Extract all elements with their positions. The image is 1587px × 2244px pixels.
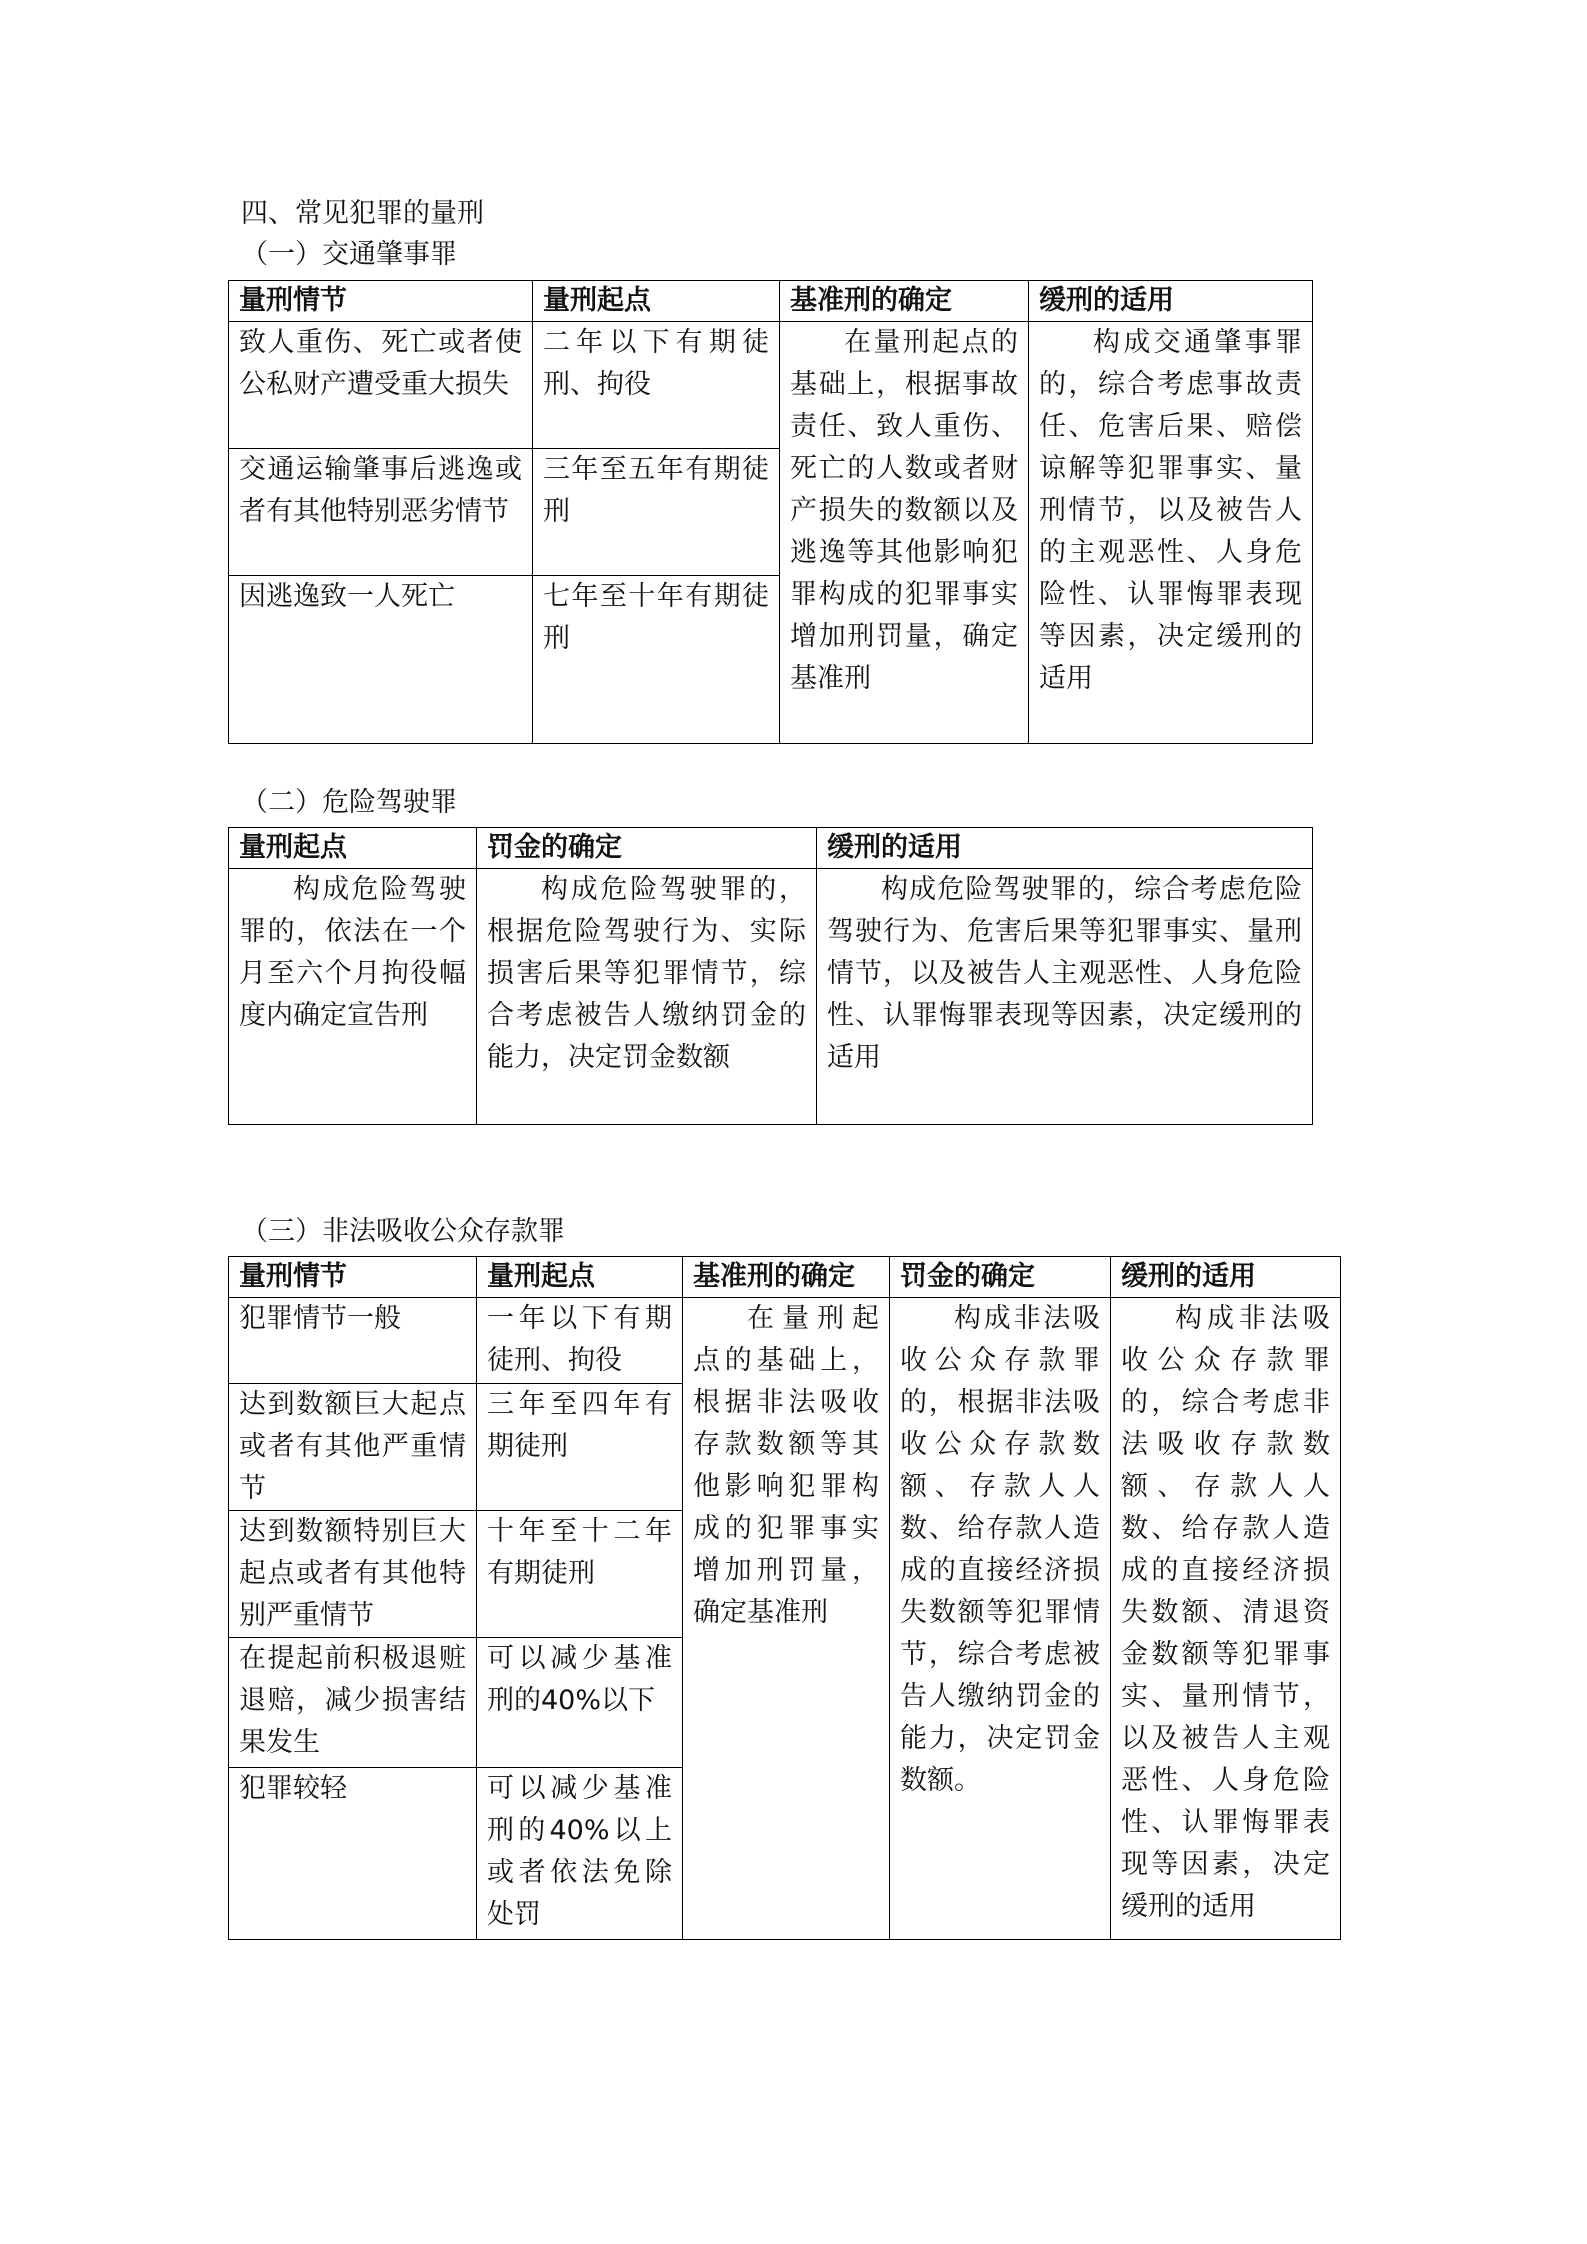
column-header: 罚金的确定: [890, 1257, 1111, 1298]
column-header: 缓刑的适用: [817, 828, 1313, 869]
starting-point-cell: 二年以下有期徒刑、拘役: [533, 322, 780, 449]
table-row: [229, 322, 1313, 449]
section-title-traffic-accident: （一）交通肇事罪: [241, 239, 457, 270]
starting-point-cell: 三年至五年有期徒刑: [533, 449, 780, 576]
column-header: 量刑情节: [229, 281, 533, 322]
page-title: 四、常见犯罪的量刑: [241, 198, 484, 229]
table-row: [229, 1298, 1341, 1384]
circumstance-cell: 犯罪较轻: [229, 1768, 477, 1940]
column-header: 缓刑的适用: [1111, 1257, 1341, 1298]
starting-point-cell: 三年至四年有期徒刑: [477, 1384, 683, 1511]
benchmark-cell: 在量刑起点的基础上，根据事故责任、致人重伤、死亡的人数或者财产损失的数额以及逃逸等其他影响犯罪构成的犯罪事实增加刑罚量，确定基准刑: [780, 322, 1029, 744]
circumstance-cell: 因逃逸致一人死亡: [229, 576, 533, 744]
fine-cell: 构成非法吸收公众存款罪的，根据非法吸收公众存款数额、存款人人数、给存款人造成的直接经济损失数额等犯罪情节，综合考虑被告人缴纳罚金的能力，决定罚金数额。: [890, 1298, 1111, 1940]
starting-point-cell: 构成危险驾驶罪的，依法在一个月至六个月拘役幅度内确定宣告刑: [229, 869, 477, 1125]
circumstance-cell: 犯罪情节一般: [229, 1298, 477, 1384]
starting-point-cell: 可以减少基准刑的40%以上或者依法免除处罚: [477, 1768, 683, 1940]
circumstance-cell: 达到数额特别巨大起点或者有其他特别严重情节: [229, 1511, 477, 1638]
column-header: 罚金的确定: [477, 828, 817, 869]
starting-point-cell: 可以减少基准刑的40%以下: [477, 1638, 683, 1768]
column-header: 量刑情节: [229, 1257, 477, 1298]
starting-point-cell: 十年至十二年有期徒刑: [477, 1511, 683, 1638]
table-traffic-accident: [228, 280, 1313, 744]
starting-point-cell: 七年至十年有期徒刑: [533, 576, 780, 744]
fine-cell: 构成危险驾驶罪的，根据危险驾驶行为、实际损害后果等犯罪情节，综合考虑被告人缴纳罚金的能力，决定罚金数额: [477, 869, 817, 1125]
circumstance-cell: 致人重伤、死亡或者使公私财产遭受重大损失: [229, 322, 533, 449]
probation-cell: 构成交通肇事罪的，综合考虑事故责任、危害后果、赔偿谅解等犯罪事实、量刑情节，以及被告人的主观恶性、人身危险性、认罪悔罪表现等因素，决定缓刑的适用: [1029, 322, 1313, 744]
probation-cell: 构成非法吸收公众存款罪的，综合考虑非法吸收存款数额、存款人人数、给存款人造成的直接经济损失数额、清退资金数额等犯罪事实、量刑情节，以及被告人主观恶性、人身危险性、认罪悔罪表现等因素，决定缓刑的适用: [1111, 1298, 1341, 1940]
starting-point-cell: 一年以下有期徒刑、拘役: [477, 1298, 683, 1384]
table-header-row: [229, 828, 1313, 869]
column-header: 量刑起点: [477, 1257, 683, 1298]
column-header: 基准刑的确定: [683, 1257, 890, 1298]
column-header: 量刑起点: [229, 828, 477, 869]
circumstance-cell: 达到数额巨大起点或者有其他严重情节: [229, 1384, 477, 1511]
table-dangerous-driving: [228, 827, 1313, 1125]
column-header: 缓刑的适用: [1029, 281, 1313, 322]
table-header-row: [229, 1257, 1341, 1298]
benchmark-cell: 在量刑起点的基础上，根据非法吸收存款数额等其他影响犯罪构成的犯罪事实增加刑罚量，确定基准刑: [683, 1298, 890, 1940]
section-title-illegal-deposits: （三）非法吸收公众存款罪: [241, 1216, 565, 1247]
column-header: 量刑起点: [533, 281, 780, 322]
table-row: [229, 869, 1313, 1125]
probation-cell: 构成危险驾驶罪的，综合考虑危险驾驶行为、危害后果等犯罪事实、量刑情节，以及被告人主观恶性、人身危险性、认罪悔罪表现等因素，决定缓刑的适用: [817, 869, 1313, 1125]
circumstance-cell: 在提起前积极退赃退赔，减少损害结果发生: [229, 1638, 477, 1768]
table-illegal-deposits: [228, 1256, 1341, 1940]
circumstance-cell: 交通运输肇事后逃逸或者有其他特别恶劣情节: [229, 449, 533, 576]
table-header-row: [229, 281, 1313, 322]
column-header: 基准刑的确定: [780, 281, 1029, 322]
section-title-dangerous-driving: （二）危险驾驶罪: [241, 787, 457, 818]
